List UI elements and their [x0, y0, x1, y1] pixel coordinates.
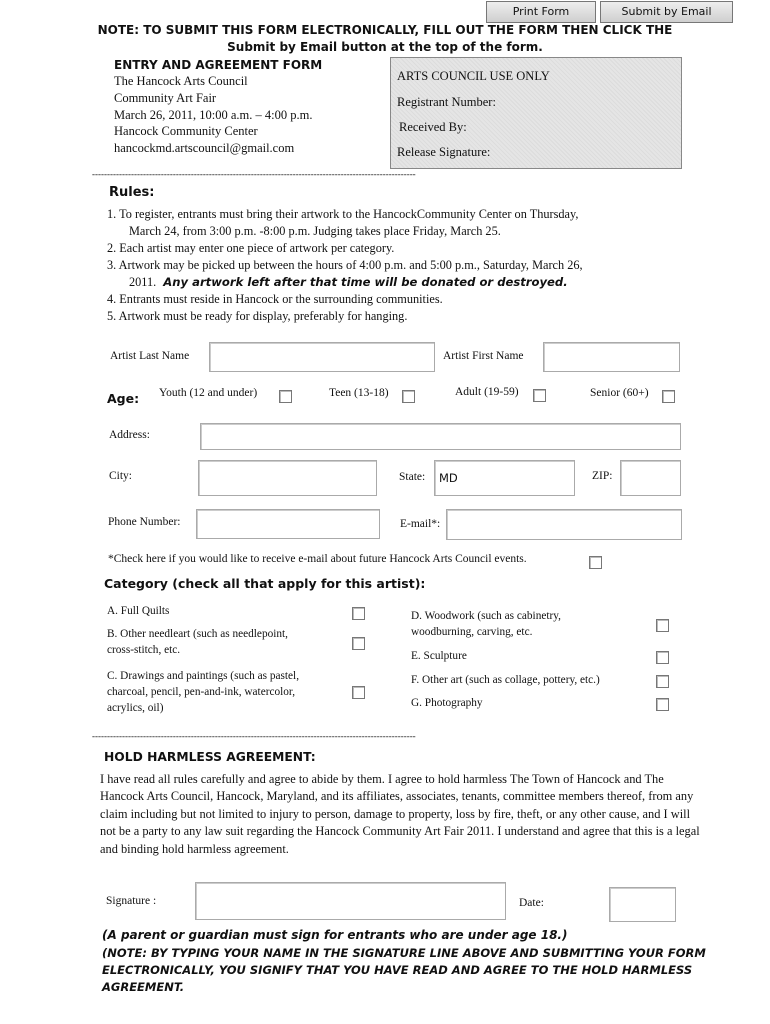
rules-heading: Rules: [109, 185, 155, 200]
state-value: MD [439, 471, 458, 485]
footer-line-3: ELECTRONICALLY, YOU SIGNIFY THAT YOU HAVE READ AND AGREE TO THE HOLD HARMLESS [102, 963, 693, 977]
rule-3a: 3. Artwork may be picked up between the hours of 4:00 p.m. and 5:00 p.m., Saturday, March 26, [107, 258, 583, 272]
category-a-label: A. Full Quilts [107, 605, 170, 617]
city-input[interactable] [198, 460, 377, 496]
teen-label: Teen (13-18) [329, 387, 389, 399]
footer-line-2: (NOTE: BY TYPING YOUR NAME IN THE SIGNATURE LINE ABOVE AND SUBMITTING YOUR FORM [102, 946, 706, 960]
form-title: ENTRY AND AGREEMENT FORM [114, 58, 323, 72]
rule-1a: 1. To register, entrants must bring their artwork to the HancockCommunity Center on Thursday, [107, 207, 579, 221]
category-d-line1: D. Woodwork (such as cabinetry, [411, 610, 561, 622]
category-heading: Category (check all that apply for this artist): [104, 576, 426, 591]
rule-3b-year: 2011. [129, 275, 157, 289]
address-input[interactable] [200, 423, 681, 450]
first-name-label: Artist First Name [443, 350, 524, 362]
category-c-line2: charcoal, pencil, pen-and-ink, watercolor, [107, 686, 296, 698]
category-b-checkbox[interactable] [352, 637, 365, 650]
youth-checkbox[interactable] [279, 390, 292, 403]
category-c-label [107, 668, 299, 716]
org-name: The Hancock Arts Council [114, 74, 248, 88]
office-use-box [390, 57, 682, 169]
category-b-line2: cross-stitch, etc. [107, 644, 181, 656]
signature-input[interactable] [195, 882, 506, 920]
date-input[interactable] [609, 887, 676, 922]
rule-2: 2. Each artist may enter one piece of artwork per category. [107, 241, 395, 255]
email-label: E-mail*: [400, 518, 441, 530]
category-c-line1: C. Drawings and paintings (such as pastel, [107, 670, 300, 682]
address-label: Address: [109, 429, 150, 441]
phone-input[interactable] [196, 509, 380, 539]
release-signature-label: Release Signature: [397, 145, 491, 159]
event-venue: Hancock Community Center [114, 124, 258, 138]
category-e-label: E. Sculpture [411, 650, 467, 662]
office-title: ARTS COUNCIL USE ONLY [397, 69, 550, 83]
senior-checkbox[interactable] [662, 390, 675, 403]
category-c-checkbox[interactable] [352, 686, 365, 699]
zip-input[interactable] [620, 460, 681, 496]
first-name-input[interactable] [543, 342, 680, 372]
category-f-label: F. Other art (such as collage, pottery, etc.) [411, 674, 600, 686]
rule-3b [129, 275, 568, 290]
category-b-line1: B. Other needleart (such as needlepoint, [107, 628, 288, 640]
rule-5: 5. Artwork must be ready for display, preferably for hanging. [107, 309, 408, 323]
registrant-number-label: Registrant Number: [397, 95, 496, 109]
age-label: Age: [107, 391, 140, 406]
category-b-label [107, 626, 288, 658]
footer-line-1: (A parent or guardian must sign for entrants who are under age 18.) [102, 928, 568, 942]
submit-by-email-button[interactable]: Submit by Email [600, 1, 733, 23]
divider-1: ------------------------------------------------------------------------------------------------------------ [92, 169, 416, 179]
category-e-checkbox[interactable] [656, 651, 669, 664]
event-name: Community Art Fair [114, 91, 217, 105]
print-form-button[interactable]: Print Form [486, 1, 596, 23]
category-d-label [411, 608, 561, 640]
teen-checkbox[interactable] [402, 390, 415, 403]
rule-3b-warning: Any artwork left after that time will be donated or destroyed. [163, 275, 568, 289]
divider-2: ------------------------------------------------------------------------------------------------------------ [92, 731, 416, 741]
category-a-checkbox[interactable] [352, 607, 365, 620]
category-g-label: G. Photography [411, 697, 483, 709]
category-d-checkbox[interactable] [656, 619, 669, 632]
email-optin-checkbox[interactable] [589, 556, 602, 569]
adult-label: Adult (19-59) [455, 386, 519, 398]
agreement-heading: HOLD HARMLESS AGREEMENT: [104, 750, 316, 764]
last-name-input[interactable] [209, 342, 435, 372]
adult-checkbox[interactable] [533, 389, 546, 402]
rule-4: 4. Entrants must reside in Hancock or the surrounding communities. [107, 292, 443, 306]
footer-line-4: AGREEMENT. [102, 980, 185, 994]
youth-label: Youth (12 and under) [159, 387, 258, 399]
note-line-1: NOTE: TO SUBMIT THIS FORM ELECTRONICALLY, FILL OUT THE FORM THEN CLICK THE [97, 23, 673, 37]
state-input[interactable] [434, 460, 575, 496]
date-label: Date: [519, 897, 544, 909]
category-c-line3: acrylics, oil) [107, 702, 164, 714]
agreement-text: I have read all rules carefully and agree to abide by them. I agree to hold harmless The Town of Hancock and The Hancock Arts Council, Hancock, Maryland, and its affiliates, associates, tenants, committee members thereof, from any claim including but not limited to injury to person, damage to property, loss by fire, theft, or any other cause, and I will not be a party to any law suit regarding the Hancock Community Art Fair 2011. I understand and agree that this is a legal and binding hold harmless agreement. [100, 772, 700, 856]
senior-label: Senior (60+) [590, 387, 649, 399]
email-optin-label: *Check here if you would like to receive e-mail about future Hancock Arts Council events. [108, 553, 527, 565]
category-g-checkbox[interactable] [656, 698, 669, 711]
category-d-line2: woodburning, carving, etc. [411, 626, 533, 638]
category-f-checkbox[interactable] [656, 675, 669, 688]
zip-label: ZIP: [592, 470, 613, 482]
rule-1b: March 24, from 3:00 p.m. -8:00 p.m. Judging takes place Friday, March 25. [129, 224, 501, 238]
email-input[interactable] [446, 509, 682, 540]
phone-label: Phone Number: [108, 516, 181, 528]
last-name-label: Artist Last Name [110, 350, 190, 362]
signature-label: Signature : [106, 895, 157, 907]
city-label: City: [109, 470, 133, 482]
received-by-label: Received By: [399, 120, 467, 134]
note-line-2: Submit by Email button at the top of the form. [227, 40, 543, 54]
contact-email: hancockmd.artscouncil@gmail.com [114, 141, 295, 155]
state-label: State: [399, 471, 426, 483]
event-date: March 26, 2011, 10:00 a.m. – 4:00 p.m. [114, 108, 313, 122]
